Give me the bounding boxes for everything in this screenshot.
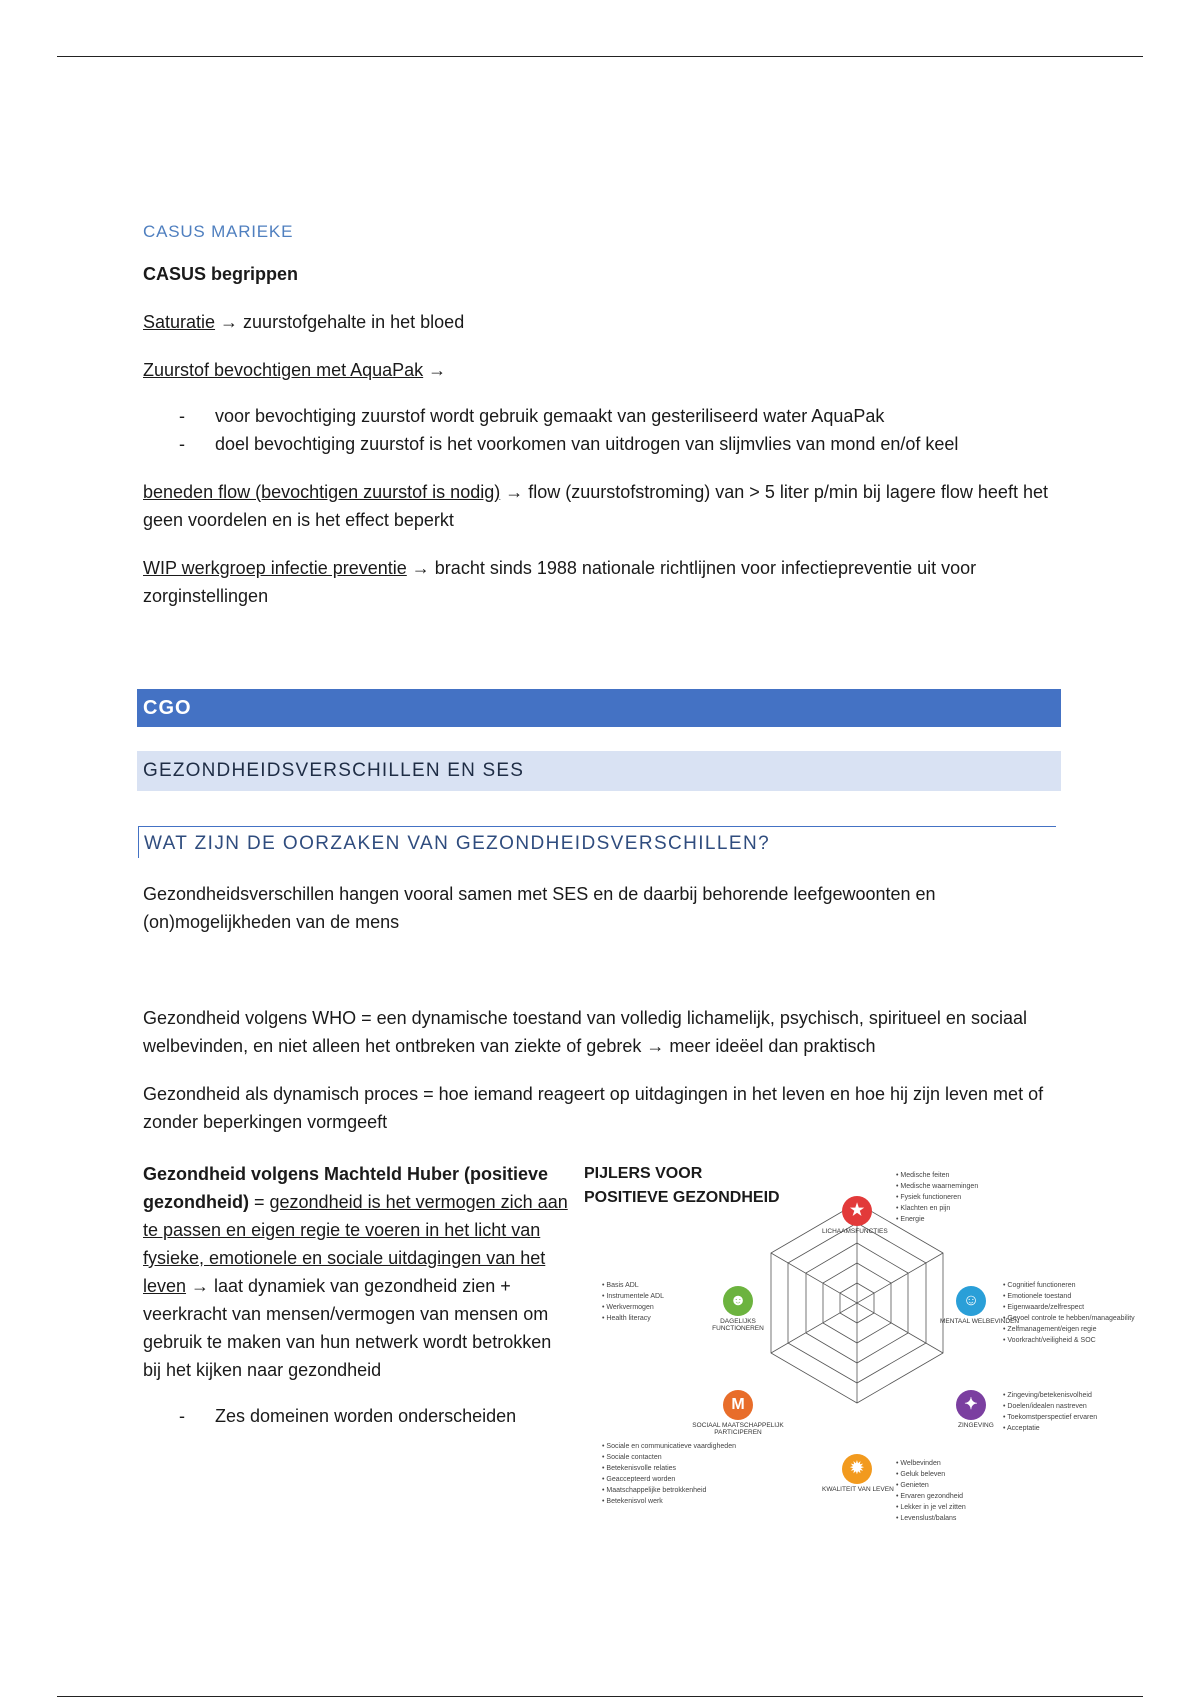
list-item: • Energie: [896, 1216, 925, 1223]
list-item: • Ervaren gezondheid: [896, 1493, 964, 1500]
saturatie-term: Saturatie: [143, 312, 216, 332]
figure-title-line1: PIJLERS VOOR: [584, 1165, 703, 1182]
list-item: • Welbevinden: [896, 1460, 941, 1467]
wip-term: WIP werkgroep infectie preventie: [143, 558, 407, 578]
subheading-oorzaken: WAT ZIJN DE OORZAKEN VAN GEZONDHEIDSVERSCHILLEN?: [138, 826, 1056, 858]
figure-title-line2: POSITIEVE GEZONDHEID: [584, 1189, 780, 1206]
section-heading-ses: GEZONDHEIDSVERSCHILLEN EN SES: [137, 751, 1061, 791]
list-item: • Basis ADL: [602, 1282, 639, 1289]
list-item: • Maatschappelijke betrokkenheid: [602, 1487, 707, 1494]
list-item: • Gevoel controle te hebben/manageability: [1003, 1315, 1135, 1322]
casus-title: CASUS MARIEKE: [143, 222, 294, 241]
domain-label: MENTAAL WELBEVINDEN: [940, 1318, 1020, 1325]
list-item: • Betekenisvolle relaties: [602, 1465, 677, 1472]
casus-heading: CASUS begrippen: [143, 264, 299, 284]
list-item: • Medische waarnemingen: [896, 1183, 979, 1190]
list-item: • Geluk beleven: [896, 1471, 946, 1478]
positieve-gezondheid-figure: [578, 1158, 1168, 1538]
body-text: [143, 880, 1063, 1136]
list-item: • Betekenisvol werk: [602, 1498, 663, 1505]
wip-paragraph: [143, 554, 1063, 610]
list-item: • Acceptatie: [1003, 1425, 1040, 1432]
list-item: • Instrumentele ADL: [602, 1293, 664, 1300]
list-item: • Lekker in je vel zitten: [896, 1504, 966, 1511]
mentaal-welbevinden-icon: ☺: [956, 1286, 986, 1316]
top-rule: [57, 56, 1143, 57]
domain-items: [896, 1458, 966, 1524]
list-item: • Zelfmanagement/eigen regie: [1003, 1326, 1097, 1333]
list-item: • Voorkracht/veiligheid & SOC: [1003, 1337, 1096, 1344]
list-item: - doel bevochtiging zuurstof is het voorkomen van uitdrogen van slijmvlies van mond en/of keel: [143, 430, 1063, 458]
domain-label: DAGELIJKS FUNCTIONEREN: [712, 1318, 764, 1332]
huber-bullets: [143, 1402, 568, 1430]
domain-label: SOCIAAL MAATSCHAPPELIJK PARTICIPEREN: [692, 1422, 784, 1436]
domain-items: [1003, 1390, 1097, 1434]
list-item: • Doelen/idealen nastreven: [1003, 1403, 1087, 1410]
list-item: • Zingeving/betekenisvolheid: [1003, 1392, 1092, 1399]
zingeving-icon: ✦: [956, 1390, 986, 1420]
saturatie-line: [143, 308, 1063, 336]
huber-bold: Gezondheid volgens Machteld Huber (positieve gezondheid): [143, 1164, 549, 1212]
huber-paragraph: [143, 1160, 568, 1430]
list-item: - Zes domeinen worden onderscheiden: [143, 1402, 568, 1430]
paragraph-ses: Gezondheidsverschillen hangen vooral samen met SES en de daarbij behorende leefgewoonten en (on)mogelijkheden van de mens: [143, 884, 936, 932]
huber-eq: =: [249, 1192, 270, 1212]
paragraph-dynamisch: Gezondheid als dynamisch proces = hoe iemand reageert op uitdagingen in het leven en hoe hij zijn leven met of zonder beperkingen vormgeeft: [143, 1084, 1044, 1132]
list-item: • Sociale contacten: [602, 1454, 662, 1461]
paragraph-who: Gezondheid volgens WHO = een dynamische toestand van volledig lichamelijk, psychisch, spiritueel en sociaal welbevinden, en niet alleen het ontbreken van ziekte of gebrek → meer ideëel dan praktisch: [143, 1008, 1027, 1056]
list-item: • Toekomstperspectief ervaren: [1003, 1414, 1098, 1421]
wip-def: → bracht sinds 1988 nationale richtlijnen voor infectiepreventie uit voor zorginstellingen: [143, 558, 977, 606]
list-item: • Health literacy: [602, 1315, 651, 1322]
section-heading-cgo: CGO: [137, 689, 1061, 727]
domain-items: [602, 1280, 664, 1324]
zuurstof-line: [143, 356, 1063, 384]
zuurstof-term: Zuurstof bevochtigen met AquaPak: [143, 360, 424, 380]
dagelijks-functioneren-icon: ☻: [723, 1286, 753, 1316]
domain-items: [602, 1441, 736, 1507]
zuurstof-arrow: →: [423, 360, 447, 380]
huber-underlined: gezondheid is het vermogen zich aan te passen en eigen regie te voeren in het licht van fysieke, emotionele en sociale uitdagingen van het leven: [143, 1192, 568, 1296]
list-item: - voor bevochtiging zuurstof wordt gebruik gemaakt van gesteriliseerd water AquaPak: [143, 402, 1063, 430]
saturatie-def: → zuurstofgehalte in het bloed: [215, 312, 465, 332]
domain-label: KWALITEIT VAN LEVEN: [822, 1486, 894, 1493]
list-item: • Medische feiten: [896, 1172, 950, 1179]
bottom-rule: [57, 1696, 1143, 1697]
list-item: • Eigenwaarde/zelfrespect: [1003, 1304, 1085, 1311]
flow-def: → flow (zuurstofstroming) van > 5 liter p/min bij lagere flow heeft het geen voordelen en is het effect beperkt: [143, 482, 1048, 530]
flow-term: beneden flow (bevochtigen zuurstof is nodig): [143, 482, 501, 502]
casus-section: [143, 210, 1063, 610]
list-item: • Emotionele toestand: [1003, 1293, 1072, 1300]
list-item: • Klachten en pijn: [896, 1205, 951, 1212]
lichaamsfuncties-icon: ★: [842, 1196, 872, 1226]
huber-text: [143, 1160, 568, 1384]
domain-label: ZINGEVING: [958, 1422, 994, 1429]
flow-paragraph: [143, 478, 1063, 534]
huber-rest: → laat dynamiek van gezondheid zien + veerkracht van mensen/vermogen van mensen om gebruik te maken van hun netwerk wordt betrokken bij het kijken naar gezondheid: [143, 1276, 552, 1380]
kwaliteit-van-leven-icon: ✹: [842, 1454, 872, 1484]
domain-label: LICHAAMSFUNCTIES: [822, 1228, 888, 1235]
list-item: • Levenslust/balans: [896, 1515, 957, 1522]
list-item: • Geaccepteerd worden: [602, 1476, 676, 1483]
list-item: • Werkvermogen: [602, 1304, 654, 1311]
domain-items: [1003, 1280, 1135, 1346]
list-item: • Cognitief functioneren: [1003, 1282, 1076, 1289]
domain-items: [896, 1170, 978, 1225]
list-item: • Fysiek functioneren: [896, 1194, 962, 1201]
zuurstof-bullets: [143, 402, 1063, 458]
participeren-icon: M: [723, 1390, 753, 1420]
list-item: • Genieten: [896, 1482, 929, 1489]
list-item: • Sociale en communicatieve vaardigheden: [602, 1443, 736, 1450]
